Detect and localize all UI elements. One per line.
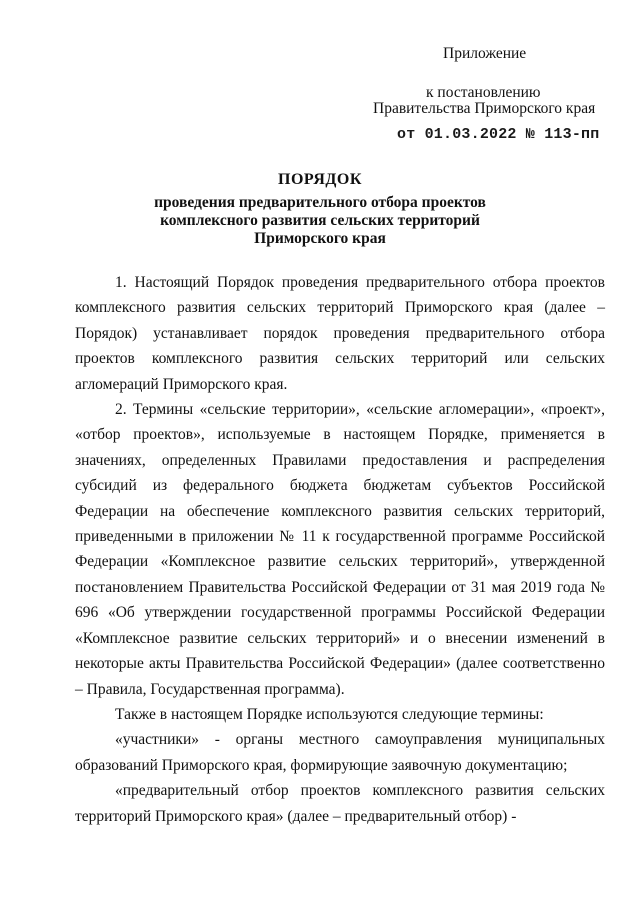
decree-number-stamp: от 01.03.2022 № 113-пп (397, 126, 600, 143)
document-title: ПОРЯДОК (278, 171, 362, 188)
to-decree-label: к постановлению (426, 84, 541, 101)
document-body (75, 270, 605, 829)
paragraph-2: 2. Термины «сельские территории», «сельские агломерации», «проект», «отбор проектов», используемые в настоящем Порядке, применяется в значениях, определенных Правилами предоставления и распределения субсидий из федерального бюджета бюджетам субъектов Российской Федерации на обеспечение комплексного развития сельских территорий, приведенными в приложении № 11 к государственной программе Российской Федерации «Комплексное развитие сельских территорий», утвержденной постановлением Правительства Российской Федерации от 31 мая 2019 года № 696 «Об утверждении государственной программы Российской Федерации «Комплексное развитие сельских территорий» и о внесении изменений в некоторые акты Правительства Российской Федерации» (далее соответственно – Правила, Государственная программа). (75, 401, 605, 698)
paragraph-3: Также в настоящем Порядке используются следующие термины: (115, 705, 544, 723)
subtitle-line: Приморского края (254, 230, 386, 247)
paragraph-5: «предварительный отбор проектов комплексного развития сельских территорий Приморского края» (далее – предварительный отбор) - (75, 782, 605, 825)
appendix-label: Приложение (443, 45, 527, 62)
government-label: Правительства Приморского края (373, 100, 596, 117)
subtitle-line: комплексного развития сельских территорий (160, 212, 480, 229)
paragraph-1: 1. Настоящий Порядок проведения предварительного отбора проектов комплексного развития сельских территорий Приморского края (далее – Порядок) устанавливает порядок проведения предварительного отбора проектов комплексного развития сельских территорий или сельских агломераций Приморского края. (75, 274, 605, 393)
subtitle-line: проведения предварительного отбора проектов (154, 194, 486, 211)
paragraph-4: «участники» - органы местного самоуправления муниципальных образований Приморского края, формирующие заявочную документацию; (75, 731, 605, 774)
document-subtitle (0, 194, 640, 248)
